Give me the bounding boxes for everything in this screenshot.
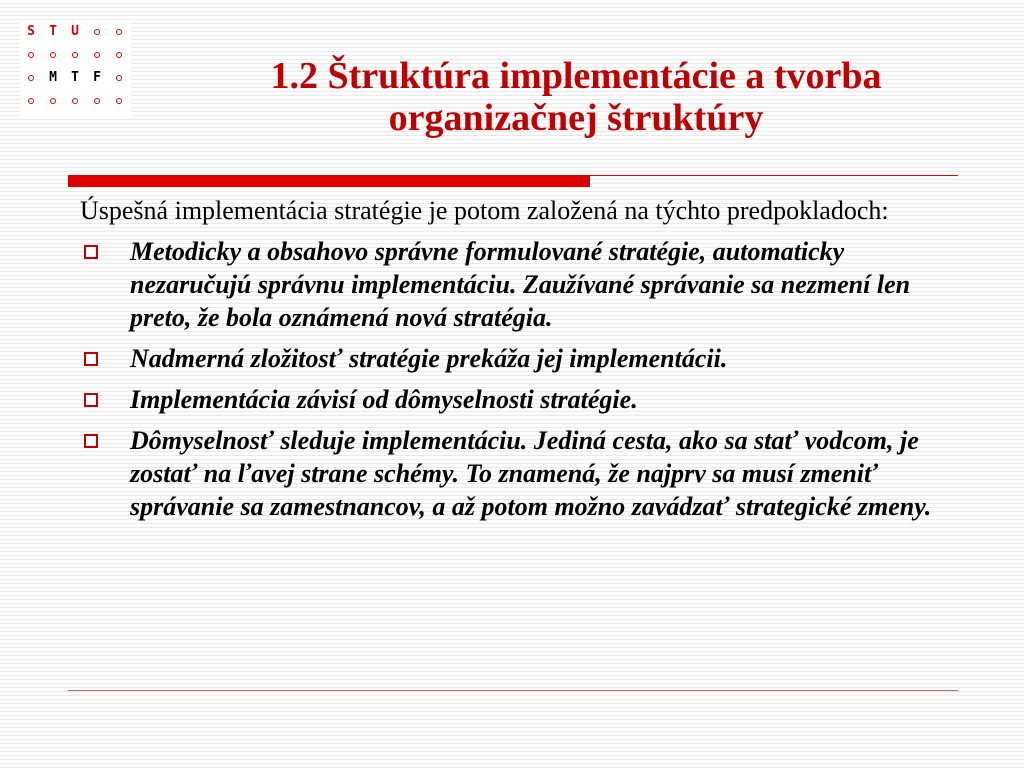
logo-letter-t2: T <box>71 70 79 85</box>
logo-cell <box>64 89 86 112</box>
bullet-item <box>80 383 960 416</box>
logo-dot <box>116 98 122 104</box>
slide-body <box>80 194 960 531</box>
logo-cell <box>42 43 64 66</box>
bullet-text: Implementácia závisí od dômyselnosti stratégie. <box>130 385 638 414</box>
logo-dot <box>28 75 34 81</box>
stu-mtf-logo <box>20 20 130 116</box>
bullet-text: Metodicky a obsahovo správne formulované stratégie, automaticky nezaručujú správnu implementáciu. Zaužívané správanie sa nezmení len preto, že bola oznámená nová stratégia. <box>130 237 911 332</box>
logo-dot <box>116 52 122 58</box>
logo-cell <box>20 20 42 43</box>
bullet-text: Dômyselnosť sleduje implementáciu. Jediná cesta, ako sa stať vodcom, je zostať na ľavej strane schémy. To znamená, že najprv sa musí zmeniť správanie sa zamestnancov, a až potom možno zavádzať strategické zmeny. <box>130 426 932 521</box>
logo-cell <box>86 66 108 89</box>
square-bullet-icon <box>84 393 98 407</box>
logo-cell <box>20 66 42 89</box>
logo-cell <box>108 89 130 112</box>
logo-dot <box>116 29 122 35</box>
logo-cell <box>42 66 64 89</box>
logo-dot <box>116 75 122 81</box>
slide-title-line-2: organizačnej štruktúry <box>388 96 764 139</box>
logo-cell <box>64 20 86 43</box>
logo-grid <box>20 20 130 112</box>
logo-cell <box>108 20 130 43</box>
slide-title <box>150 56 1002 140</box>
bullet-item <box>80 424 960 523</box>
title-underline-bar <box>68 175 590 187</box>
bullet-list <box>80 235 960 523</box>
logo-cell <box>64 66 86 89</box>
logo-dot <box>94 52 100 58</box>
logo-cell <box>64 43 86 66</box>
logo-dot <box>94 29 100 35</box>
square-bullet-icon <box>84 352 98 366</box>
logo-cell <box>42 89 64 112</box>
slide-title-line-1: 1.2 Štruktúra implementácie a tvorba <box>270 55 882 97</box>
bottom-rule <box>68 690 958 691</box>
logo-cell <box>86 43 108 66</box>
logo-cell <box>108 66 130 89</box>
title-underline-thin-rule <box>590 175 958 176</box>
logo-cell <box>108 43 130 66</box>
logo-dot <box>72 98 78 104</box>
logo-cell <box>42 20 64 43</box>
bullet-item <box>80 342 960 375</box>
logo-dot <box>50 52 56 58</box>
logo-dot <box>94 98 100 104</box>
logo-cell <box>20 89 42 112</box>
logo-cell <box>86 20 108 43</box>
logo-dot <box>28 98 34 104</box>
logo-letter-t: T <box>49 24 57 39</box>
logo-letter-m: M <box>49 70 57 85</box>
square-bullet-icon <box>84 434 98 448</box>
square-bullet-icon <box>84 245 98 259</box>
intro-paragraph: Úspešná implementácia stratégie je potom založená na týchto predpokladoch: <box>80 196 889 225</box>
logo-cell <box>86 89 108 112</box>
logo-letter-u: U <box>71 24 79 39</box>
logo-dot <box>72 52 78 58</box>
logo-letter-f: F <box>93 70 101 85</box>
logo-dot <box>28 52 34 58</box>
bullet-text: Nadmerná zložitosť stratégie prekáža jej implementácii. <box>130 344 728 373</box>
logo-letter-s: S <box>27 24 35 39</box>
bullet-item <box>80 235 960 334</box>
logo-dot <box>50 98 56 104</box>
logo-cell <box>20 43 42 66</box>
